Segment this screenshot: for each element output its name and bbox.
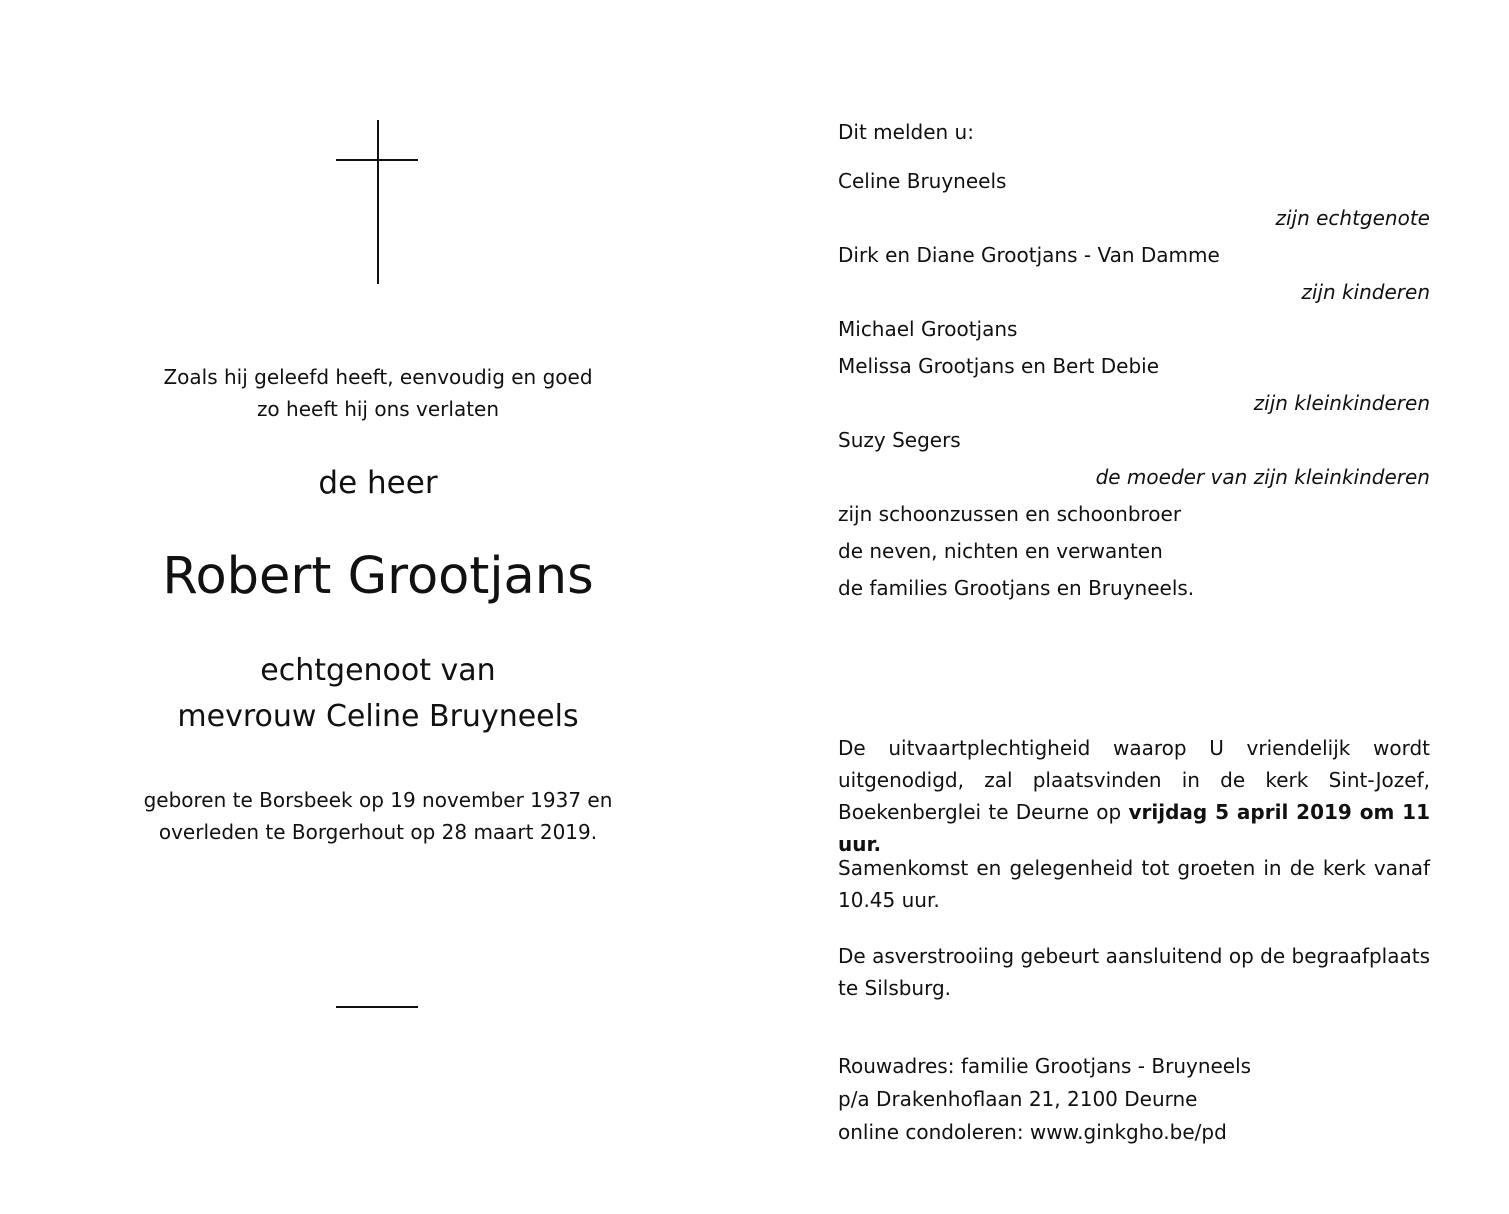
- ashes-paragraph: De asverstrooiing gebeurt aansluitend op de begraafplaats te Silsburg.: [838, 944, 1430, 1000]
- mourner-name: Dirk en Diane Grootjans - Van Damme: [838, 243, 1220, 267]
- address-line-3: online condoleren: www.ginkgho.be/pd: [838, 1120, 1227, 1144]
- poem-line-1: Zoals hij geleefd heeft, eenvoudig en goed: [163, 365, 593, 389]
- mourner-relation: zijn kinderen: [1301, 280, 1430, 304]
- poem-line-2: zo heeft hij ons verlaten: [256, 397, 500, 421]
- ceremony-paragraph: [838, 732, 1430, 860]
- spouse-info: [100, 648, 656, 740]
- divider: [336, 1006, 418, 1008]
- mourner-name: de families Grootjans en Bruyneels.: [838, 576, 1195, 600]
- mourner-relation: zijn echtgenote: [1275, 206, 1430, 230]
- life-dates: [100, 784, 656, 848]
- deceased-name: Robert Grootjans: [162, 547, 594, 606]
- address-line-1: Rouwadres: familie Grootjans - Bruyneels: [838, 1054, 1252, 1078]
- ceremony-text: De uitvaartplechtigheid waarop U vriendelijk wordt uitgenodigd, zal plaatsvinden in de kerk Sint-Jozef, Boekenberglei te Deurne op: [838, 736, 1430, 824]
- honorific: de heer: [318, 465, 438, 501]
- intro-text: Dit melden u:: [838, 120, 974, 144]
- cross-horizontal-bar: [336, 159, 418, 161]
- birth-line: geboren te Borsbeek op 19 november 1937 en: [143, 788, 613, 812]
- spouse-line-2: mevrouw Celine Bruyneels: [177, 699, 579, 734]
- address-line-2: p/a Drakenhoflaan 21, 2100 Deurne: [838, 1087, 1198, 1111]
- mourner-name: Celine Bruyneels: [838, 169, 1007, 193]
- address-block: [838, 1050, 1251, 1149]
- cross-vertical-bar: [377, 120, 379, 284]
- mourner-name: de neven, nichten en verwanten: [838, 539, 1163, 563]
- mourner-name: Suzy Segers: [838, 428, 961, 452]
- mourner-name: Melissa Grootjans en Bert Debie: [838, 354, 1160, 378]
- mourner-name: Michael Grootjans: [838, 317, 1018, 341]
- mourner-relation: de moeder van zijn kleinkinderen: [1095, 465, 1430, 489]
- death-line: overleden te Borgerhout op 28 maart 2019.: [158, 820, 598, 844]
- spouse-line-1: echtgenoot van: [260, 653, 496, 688]
- poem: [100, 361, 656, 425]
- ceremony-datetime: vrijdag 5 april 2019 om 11 uur.: [838, 800, 1430, 856]
- mourner-name: zijn schoonzussen en schoonbroer: [838, 502, 1182, 526]
- mourner-relation: zijn kleinkinderen: [1253, 391, 1430, 415]
- gathering-paragraph: Samenkomst en gelegenheid tot groeten in de kerk vanaf 10.45 uur.: [838, 856, 1430, 912]
